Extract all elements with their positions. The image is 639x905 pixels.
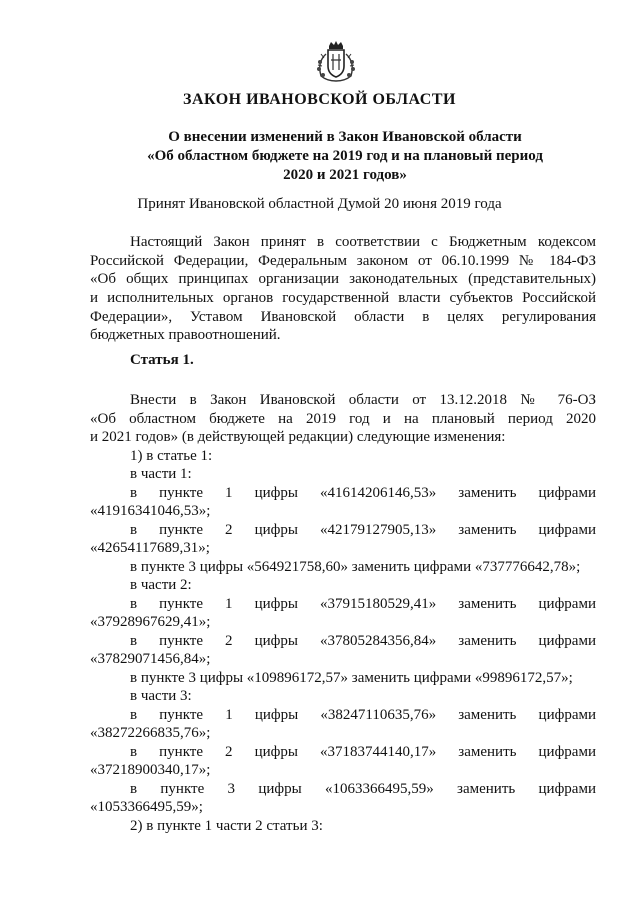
article-heading: Статья 1. xyxy=(130,352,194,368)
amendment-row: в пункте 1 цифры «38247110635,76» заменить цифрами xyxy=(130,706,596,723)
change-item: 1) в статье 1: xyxy=(130,447,213,464)
amendment-value: «37928967629,41»; xyxy=(90,614,211,630)
law-title: ЗАКОН ИВАНОВСКОЙ ОБЛАСТИ xyxy=(183,91,456,108)
amendment-value: «41916341046,53»; xyxy=(90,503,211,519)
part-heading: в части 2: xyxy=(130,577,192,593)
amendment-line: в пункте 3 цифры «564921758,60» заменить цифрами «737776642,78»; xyxy=(130,558,581,575)
preamble-line: Федерации», Уставом Ивановской области в целях регулирования xyxy=(90,308,596,325)
preamble-line: бюджетных правоотношений. xyxy=(90,327,281,344)
subtitle-line: «Об областном бюджете на 2019 год и на плановый период xyxy=(147,148,543,164)
part-heading: в части 1: xyxy=(130,466,192,482)
intro-line: и 2021 годов» (в действующей редакции) следующие изменения: xyxy=(90,429,506,445)
amendment-value: «37218900340,17»; xyxy=(90,762,211,778)
amendment-line: в пункте 3 цифры «109896172,57» заменить цифрами «99896172,57»; xyxy=(130,669,573,686)
preamble xyxy=(90,233,596,345)
preamble-line: и исполнительных органов государственной власти субъектов Российской xyxy=(90,290,596,307)
amendment-row: в пункте 2 цифры «42179127905,13» заменить цифрами xyxy=(130,521,596,538)
intro-line: Внести в Закон Ивановской области от 13.12.2018 № 76-ОЗ xyxy=(130,392,596,408)
amendment-value: «38272266835,76»; xyxy=(90,725,211,741)
article-body xyxy=(90,391,596,835)
amendment-row: в пункте 2 цифры «37183744140,17» заменить цифрами xyxy=(130,743,596,760)
amendment-value: «37829071456,84»; xyxy=(90,651,211,667)
intro-line: «Об областном бюджете на 2019 год и на плановый период 2020 xyxy=(90,410,596,427)
amendment-value: «1053366495,59»; xyxy=(90,799,203,815)
subtitle-line: О внесении изменений в Закон Ивановской области xyxy=(168,129,522,145)
amendment-row: в пункте 1 цифры «41614206146,53» заменить цифрами xyxy=(130,484,596,501)
amendment-row: в пункте 1 цифры «37915180529,41» заменить цифрами xyxy=(130,595,596,612)
change-item: 2) в пункте 1 части 2 статьи 3: xyxy=(130,817,323,834)
preamble-line: «Об общих принципах организации законодательных (представительных) xyxy=(90,271,596,288)
part-heading: в части 3: xyxy=(130,688,192,704)
amendment-value: «42654117689,31»; xyxy=(90,540,210,556)
preamble-line: Настоящий Закон принят в соответствии с Бюджетным кодексом xyxy=(130,234,596,250)
amendment-row: в пункте 2 цифры «37805284356,84» заменить цифрами xyxy=(130,632,596,649)
subtitle-line: 2020 и 2021 годов» xyxy=(283,167,407,183)
law-subtitle xyxy=(90,128,600,185)
amendment-row: в пункте 3 цифры «1063366495,59» заменить цифрами xyxy=(130,780,596,797)
preamble-line: Российской Федерации, Федеральным законом от 06.10.1999 № 184-ФЗ xyxy=(90,252,596,269)
adoption-note: Принят Ивановской областной Думой 20 июня 2019 года xyxy=(137,196,502,212)
coat-of-arms-icon xyxy=(307,40,365,84)
